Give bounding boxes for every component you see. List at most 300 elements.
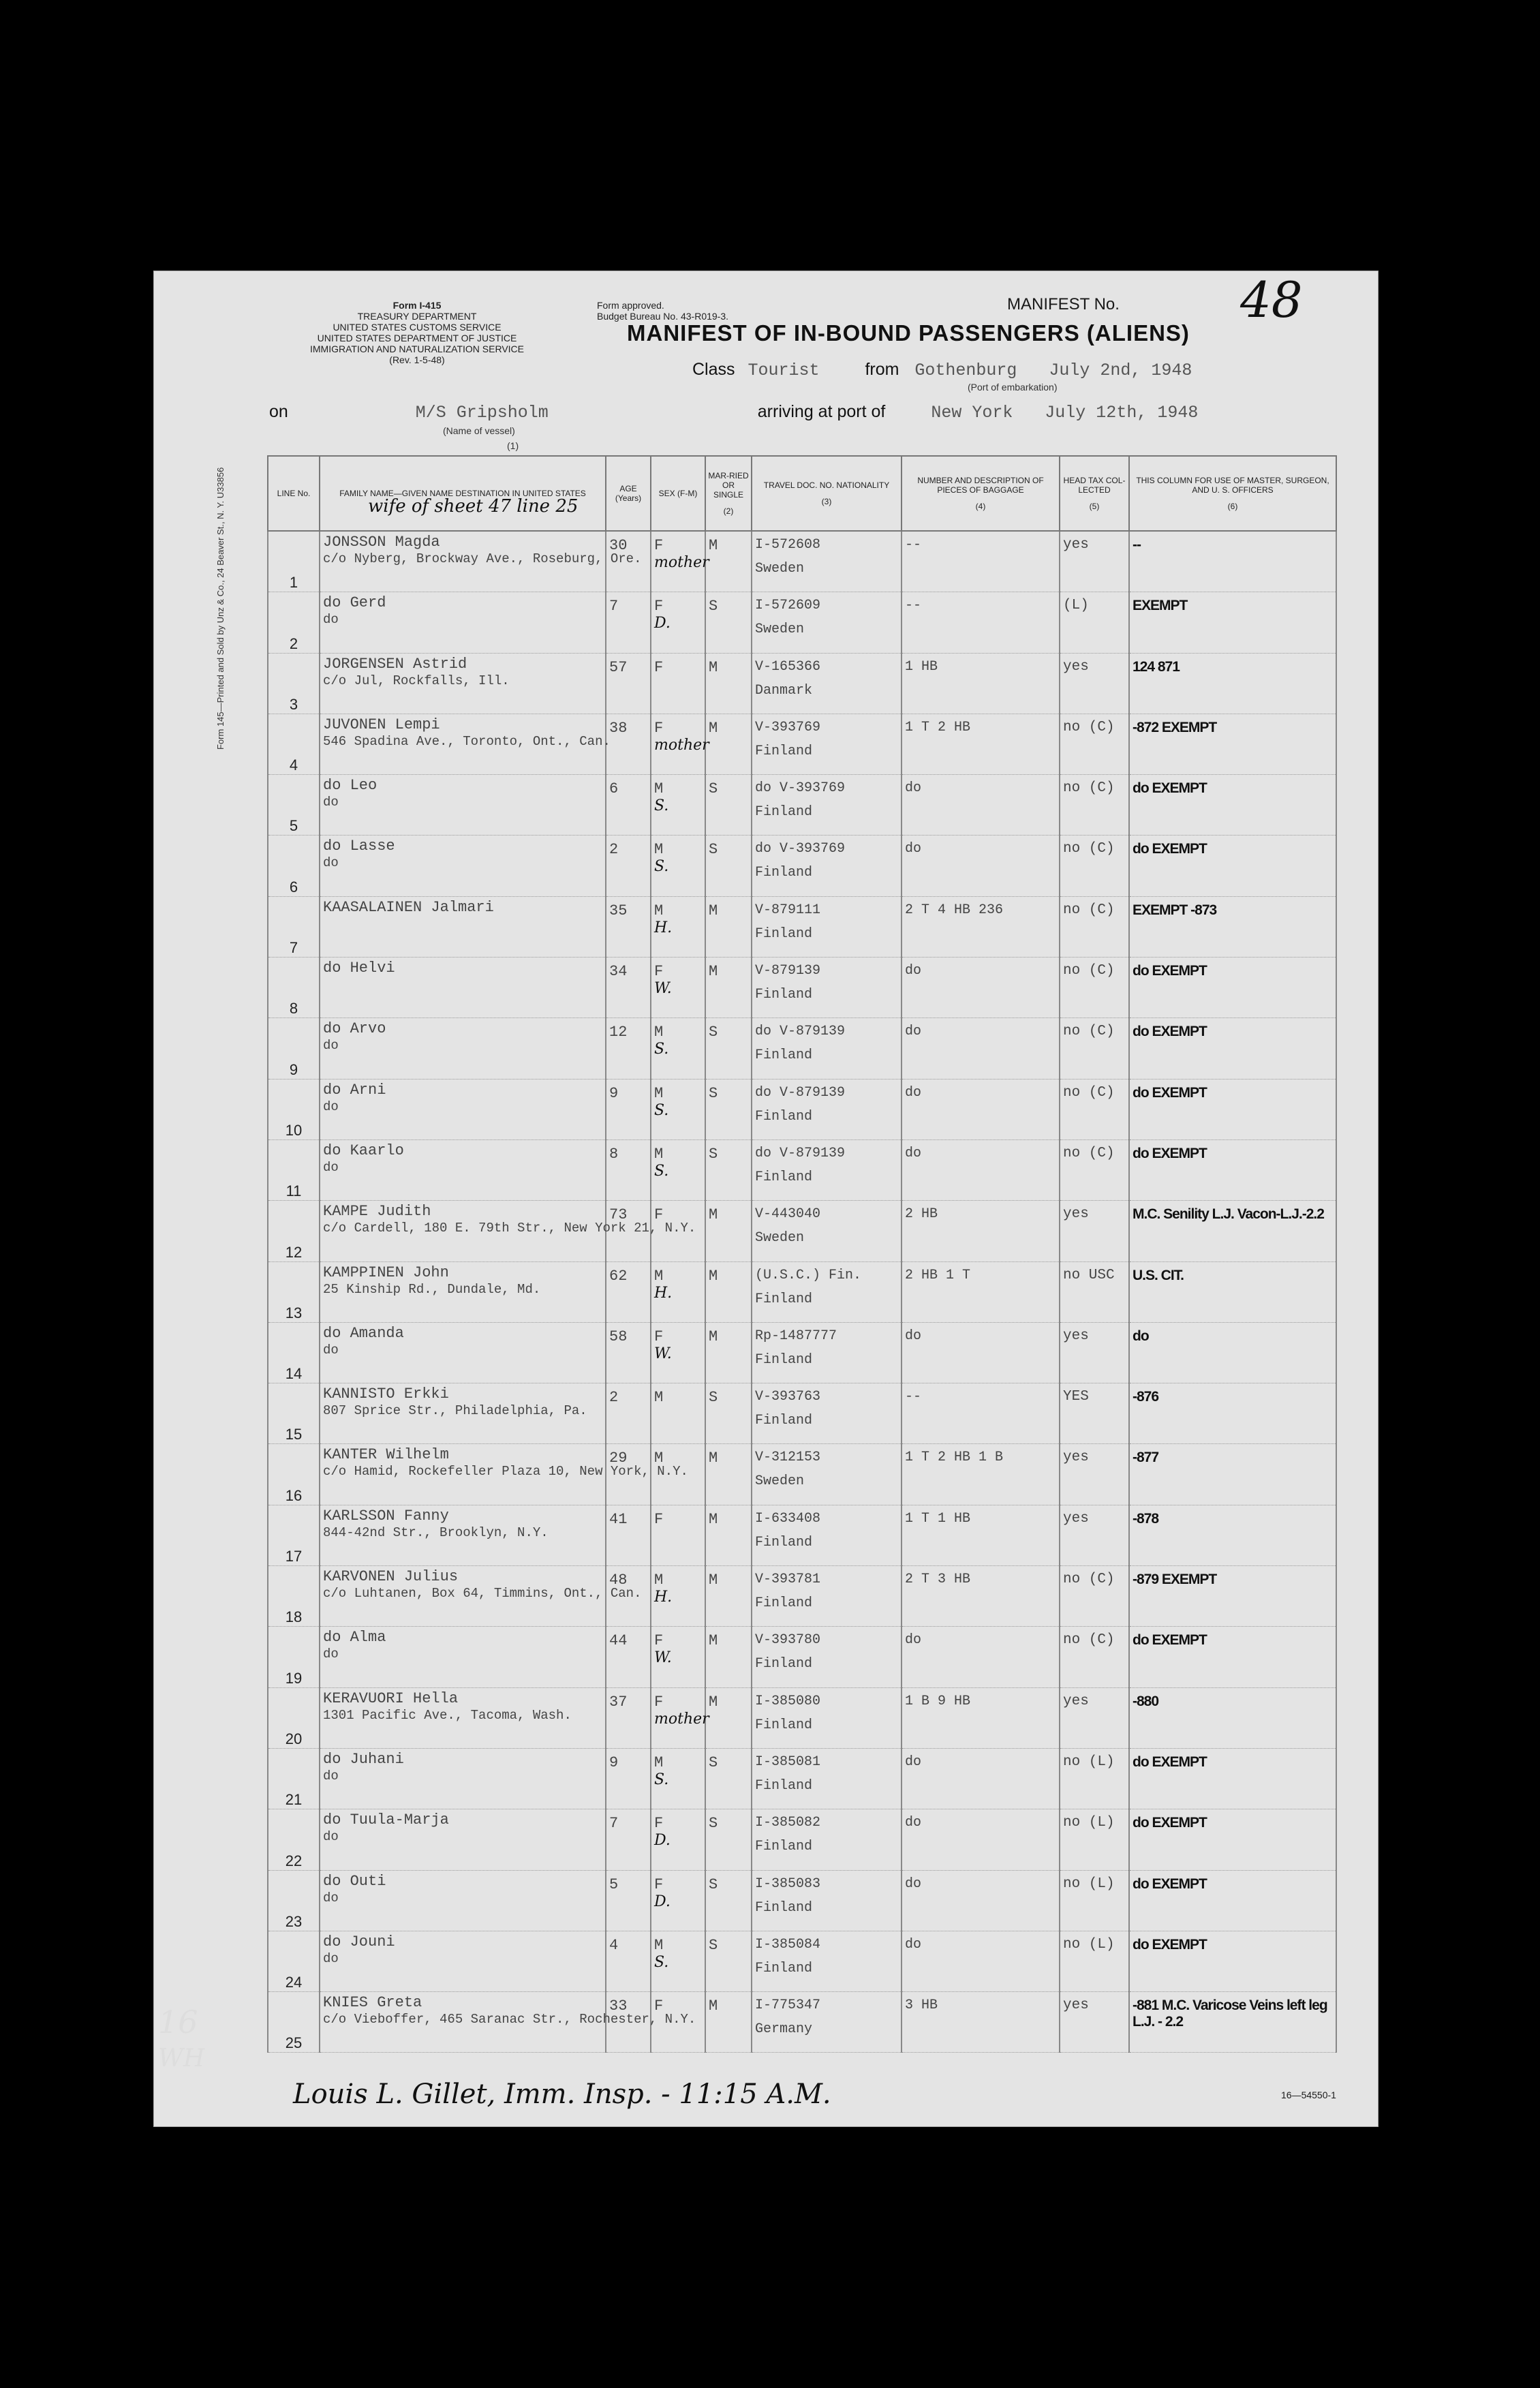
margin-note: WH (158, 2045, 205, 2072)
line-number: 2 (268, 592, 320, 653)
nationality: Finland (755, 1717, 813, 1733)
marital-cell: S (705, 775, 752, 836)
officers-cell: do EXEMPT (1129, 1748, 1336, 1809)
officers-cell: do EXEMPT (1129, 1627, 1336, 1687)
head-tax-cell: no (L) (1060, 1809, 1129, 1870)
col-officers: THIS COLUMN FOR USE OF MASTER, SURGEON, AND U. S. OFFICERS (6) (1129, 456, 1336, 531)
form-code: 16—54550-1 (1281, 2090, 1336, 2100)
marital-cell: S (705, 1931, 752, 1991)
sex-cell: M (651, 1444, 705, 1505)
head-tax-cell: yes (1060, 1992, 1129, 2053)
line-number: 17 (268, 1505, 320, 1565)
age-cell: 58 (606, 1322, 651, 1383)
table-row (268, 653, 1336, 714)
name-cell (320, 1870, 606, 1931)
baggage-cell: 1 HB (902, 653, 1060, 714)
passenger-table (267, 455, 1337, 2053)
name-cell (320, 714, 611, 774)
sex-cell: M H. (651, 896, 705, 957)
sex-cell: F (651, 1505, 705, 1565)
travel-doc-cell: V-879111 Finland (752, 896, 902, 957)
printer-imprint: Form 145—Printed and Sold by Unz & Co., 24 Beaver St., N. Y. U33856 (215, 467, 226, 750)
marital-cell: M (705, 1322, 752, 1383)
sex-cell: M S. (651, 775, 705, 836)
relationship: W. (654, 1649, 672, 1667)
sex-cell: M S. (651, 836, 705, 896)
age-cell: 7 (606, 592, 651, 653)
manifest-number-label: MANIFEST No. (1007, 295, 1120, 313)
travel-doc-cell: V-393780 Finland (752, 1627, 902, 1687)
marital-cell: M (705, 1201, 752, 1261)
baggage-cell: do (902, 775, 1060, 836)
age-cell: 48 (606, 1566, 651, 1627)
nationality: Sweden (755, 622, 805, 638)
sex-cell: F D. (651, 592, 705, 653)
relationship: mother (654, 554, 709, 571)
relationship: S. (654, 1771, 669, 1788)
vessel-caption: (Name of vessel) (443, 425, 515, 436)
age-cell: 37 (606, 1687, 651, 1748)
passenger-name: do Gerd (323, 594, 386, 612)
sex-cell: M S. (651, 1018, 705, 1079)
sex-cell: F (651, 1201, 705, 1261)
table-row (268, 836, 1336, 896)
destination: c/o Cardell, 180 E. 79th Str., New York 21, N.Y. (323, 1221, 696, 1236)
nationality: Finland (755, 1839, 813, 1855)
marital-cell: S (705, 1748, 752, 1809)
line-number: 3 (268, 653, 320, 714)
head-tax-cell: no (C) (1060, 1566, 1129, 1627)
officers-cell: do EXEMPT (1129, 1931, 1336, 1991)
head-tax-cell: yes (1060, 1201, 1129, 1261)
officers-cell: do EXEMPT (1129, 1018, 1336, 1079)
table-row (268, 775, 1336, 836)
name-cell (320, 1687, 606, 1748)
sex-cell: M S. (651, 1079, 705, 1139)
table-row (268, 1870, 1336, 1931)
relationship: W. (654, 1345, 672, 1362)
passenger-name: JORGENSEN Astrid (323, 655, 467, 673)
nationality: Finland (755, 1960, 813, 1976)
officers-cell: do EXEMPT (1129, 836, 1336, 896)
baggage-cell: do (902, 1931, 1060, 1991)
officers-cell: EXEMPT -873 (1129, 896, 1336, 957)
destination: do (323, 612, 339, 628)
marital-cell: S (705, 1139, 752, 1200)
relationship: S. (654, 797, 669, 815)
baggage-cell: do (902, 1322, 1060, 1383)
nationality: Finland (755, 1351, 813, 1368)
travel-doc-cell: V-165366 Danmark (752, 653, 902, 714)
head-tax-cell: yes (1060, 1322, 1129, 1383)
baggage-cell: -- (902, 531, 1060, 592)
marital-cell: S (705, 836, 752, 896)
nationality: Finland (755, 1656, 813, 1672)
sex-cell: M (651, 1383, 705, 1444)
travel-doc-cell: I-385081 Finland (752, 1748, 902, 1809)
name-cell (320, 1139, 606, 1200)
officers-cell: do EXEMPT (1129, 775, 1336, 836)
travel-doc-cell: Rp-1487777 Finland (752, 1322, 902, 1383)
head-tax-cell: no (C) (1060, 896, 1129, 957)
baggage-cell: 1 T 2 HB 1 B (902, 1444, 1060, 1505)
marital-cell: M (705, 1627, 752, 1687)
table-row (268, 1809, 1336, 1870)
sex-cell: F W. (651, 958, 705, 1018)
sex-cell: F (651, 1992, 705, 2053)
head-tax-cell: no (C) (1060, 1139, 1129, 1200)
head-tax-cell: yes (1060, 653, 1129, 714)
head-tax-cell: no (C) (1060, 1627, 1129, 1687)
age-cell: 44 (606, 1627, 651, 1687)
nationality: Sweden (755, 1473, 805, 1490)
sex-cell: F (651, 653, 705, 714)
name-cell (320, 896, 606, 957)
nationality: Finland (755, 743, 813, 759)
destination: c/o Vieboffer, 465 Saranac Str., Rochester, N.Y. (323, 2012, 696, 2027)
name-cell (320, 1931, 606, 1991)
travel-doc-cell: I-633408 Finland (752, 1505, 902, 1565)
passenger-name: KAMPPINEN John (323, 1264, 449, 1281)
baggage-cell: do (902, 1079, 1060, 1139)
table-row (268, 1079, 1336, 1139)
officers-cell: -878 (1129, 1505, 1336, 1565)
col-age: AGE (Years) (606, 456, 651, 531)
passenger-name: KANNISTO Erkki (323, 1386, 449, 1403)
relationship: H. (654, 919, 673, 936)
passenger-name: do Jouni (323, 1933, 395, 1950)
table-row (268, 1201, 1336, 1261)
travel-doc-cell: V-393769 Finland (752, 714, 902, 774)
passenger-name: do Alma (323, 1629, 386, 1647)
table-row (268, 1627, 1336, 1687)
name-cell (320, 1079, 606, 1139)
table-row (268, 1992, 1336, 2053)
form-header-left: Form I-415 TREASURY DEPARTMENT UNITED STATES CUSTOMS SERVICE UNITED STATES DEPARTMENT OF JUSTICE IMMIGRATION AND NATURALIZATION SERVICE (Rev. 1-5-48) (310, 300, 524, 365)
sex-cell: M H. (651, 1261, 705, 1322)
marital-cell: M (705, 531, 752, 592)
name-cell (320, 1505, 606, 1565)
line-number: 14 (268, 1322, 320, 1383)
line-number: 9 (268, 1018, 320, 1079)
name-cell (320, 1748, 606, 1809)
destination: 807 Sprice Str., Philadelphia, Pa. (323, 1403, 587, 1419)
col-head-tax: HEAD TAX COL-LECTED (5) (1060, 456, 1129, 531)
passenger-name: do Tuula-Marja (323, 1811, 449, 1829)
destination: do (323, 1038, 339, 1054)
destination: 844-42nd Str., Brooklyn, N.Y. (323, 1525, 549, 1540)
marital-cell: M (705, 1992, 752, 2053)
marital-cell: M (705, 1687, 752, 1748)
line-number: 8 (268, 958, 320, 1018)
baggage-cell: do (902, 836, 1060, 896)
marital-cell: S (705, 1018, 752, 1079)
destination: do (323, 1099, 339, 1114)
table-header (268, 456, 1336, 531)
name-cell (320, 836, 606, 896)
officers-cell: do EXEMPT (1129, 1079, 1336, 1139)
line-number: 10 (268, 1079, 320, 1139)
name-cell (320, 653, 606, 714)
relationship: S. (654, 1953, 669, 1971)
marital-cell: M (705, 896, 752, 957)
travel-doc-cell: do V-393769 Finland (752, 836, 902, 896)
nationality: Finland (755, 925, 813, 942)
travel-doc-cell: I-385082 Finland (752, 1809, 902, 1870)
head-tax-cell: no (L) (1060, 1748, 1129, 1809)
col-travel-doc: TRAVEL DOC. NO. NATIONALITY (3) (752, 456, 902, 531)
age-cell: 5 (606, 1870, 651, 1931)
nationality: Finland (755, 987, 813, 1003)
travel-doc-cell: V-393781 Finland (752, 1566, 902, 1627)
passenger-name: do Juhani (323, 1750, 404, 1768)
relationship: H. (654, 1589, 673, 1606)
marital-cell: M (705, 958, 752, 1018)
sex-cell: F D. (651, 1809, 705, 1870)
table-row (268, 531, 1336, 592)
nationality: Sweden (755, 1230, 805, 1246)
port-embark-caption: (Port of embarkation) (968, 382, 1058, 393)
head-tax-cell: no (L) (1060, 1870, 1129, 1931)
head-tax-cell: no (C) (1060, 714, 1129, 774)
marital-cell: M (705, 653, 752, 714)
nationality: Finland (755, 1291, 813, 1307)
col-baggage: NUMBER AND DESCRIPTION OF PIECES OF BAGGAGE (4) (902, 456, 1060, 531)
travel-doc-cell: I-385084 Finland (752, 1931, 902, 1991)
age-cell: 9 (606, 1748, 651, 1809)
travel-doc-cell: V-393763 Finland (752, 1383, 902, 1444)
line-number: 1 (268, 531, 320, 592)
class-line: Class Tourist from Gothenburg July 2nd, 1948 (692, 360, 1192, 380)
travel-doc-cell: do V-879139 Finland (752, 1139, 902, 1200)
name-cell (320, 1383, 606, 1444)
passenger-name: do Arvo (323, 1020, 386, 1038)
nationality: Finland (755, 1899, 813, 1916)
head-tax-cell: no (C) (1060, 836, 1129, 896)
table-row (268, 1139, 1336, 1200)
page-title: MANIFEST OF IN-BOUND PASSENGERS (ALIENS) (627, 320, 1190, 346)
table-row (268, 714, 1336, 774)
sex-cell: F W. (651, 1627, 705, 1687)
name-cell (320, 1809, 606, 1870)
head-tax-cell: no (C) (1060, 1079, 1129, 1139)
travel-doc-cell: V-443040 Sweden (752, 1201, 902, 1261)
table-row (268, 1687, 1336, 1748)
age-cell: 6 (606, 775, 651, 836)
relationship: mother (654, 1710, 709, 1728)
passenger-name: KAMPE Judith (323, 1203, 431, 1221)
destination: c/o Luhtanen, Box 64, Timmins, Ont., Can. (323, 1586, 642, 1602)
nationality: Finland (755, 865, 813, 881)
passenger-name: KAASALAINEN Jalmari (323, 898, 494, 916)
table-row (268, 1322, 1336, 1383)
sex-cell: F D. (651, 1870, 705, 1931)
destination: do (323, 1768, 339, 1784)
line-number: 7 (268, 896, 320, 957)
line-number: 21 (268, 1748, 320, 1809)
officers-cell: do EXEMPT (1129, 1870, 1336, 1931)
relationship: S. (654, 1162, 669, 1180)
line-number: 22 (268, 1809, 320, 1870)
destination: do (323, 1159, 339, 1175)
line-number: 25 (268, 1992, 320, 2053)
destination: do (323, 1890, 339, 1905)
age-cell: 57 (606, 653, 651, 714)
sex-cell: M S. (651, 1139, 705, 1200)
table-row (268, 958, 1336, 1018)
passenger-name: KNIES Greta (323, 1994, 422, 2012)
table-row (268, 1931, 1336, 1991)
officers-cell: -- (1129, 531, 1336, 592)
officers-cell: -881 M.C. Varicose Veins left leg L.J. - 2.2 (1129, 1992, 1336, 2053)
age-cell: 38 (606, 714, 651, 774)
marital-cell: S (705, 1383, 752, 1444)
head-tax-cell: yes (1060, 531, 1129, 592)
passenger-name: do Lasse (323, 838, 395, 855)
age-cell: 62 (606, 1261, 651, 1322)
line-number: 11 (268, 1139, 320, 1200)
passenger-name: do Arni (323, 1081, 386, 1099)
travel-doc-cell: (U.S.C.) Fin. Finland (752, 1261, 902, 1322)
travel-doc-cell: do V-879139 Finland (752, 1018, 902, 1079)
marital-cell: M (705, 714, 752, 774)
relationship: D. (654, 615, 671, 632)
destination: 25 Kinship Rd., Dundale, Md. (323, 1281, 541, 1297)
relationship: D. (654, 1893, 671, 1910)
passenger-name: do Outi (323, 1872, 386, 1890)
head-tax-cell: no USC (1060, 1261, 1129, 1322)
line-number: 24 (268, 1931, 320, 1991)
nationality: Danmark (755, 682, 813, 699)
nationality: Finland (755, 1047, 813, 1064)
vessel-line: on M/S Gripsholm arriving at port of New York July 12th, 1948 (269, 402, 1199, 423)
passenger-name: do Amanda (323, 1324, 404, 1342)
col-married: MAR-RIED OR SINGLE (2) (705, 456, 752, 531)
head-tax-cell: yes (1060, 1505, 1129, 1565)
table-row (268, 1566, 1336, 1627)
baggage-cell: do (902, 1018, 1060, 1079)
nationality: Sweden (755, 561, 805, 577)
table-row (268, 1748, 1336, 1809)
officers-cell: M.C. Senility L.J. Vacon-L.J.-2.2 (1129, 1201, 1336, 1261)
wife-annotation: wife of sheet 47 line 25 (368, 496, 579, 517)
passenger-name: KARVONEN Julius (323, 1568, 459, 1586)
destination: do (323, 1829, 339, 1845)
marital-cell: S (705, 1809, 752, 1870)
age-cell: 8 (606, 1139, 651, 1200)
age-cell: 2 (606, 1383, 651, 1444)
officers-cell: 124 871 (1129, 653, 1336, 714)
relationship: W. (654, 980, 672, 998)
head-tax-cell: (L) (1060, 592, 1129, 653)
relationship: mother (654, 736, 709, 754)
table-row (268, 1383, 1336, 1444)
passenger-name: JONSSON Magda (323, 534, 440, 551)
head-tax-cell: yes (1060, 1687, 1129, 1748)
line-number: 13 (268, 1261, 320, 1322)
age-cell: 4 (606, 1931, 651, 1991)
officers-cell: -880 (1129, 1687, 1336, 1748)
col-sex: SEX (F-M) (651, 456, 705, 531)
relationship: D. (654, 1832, 671, 1850)
travel-doc-cell: V-879139 Finland (752, 958, 902, 1018)
margin-note: 16 (158, 2004, 198, 2040)
inspector-signature: Louis L. Gillet, Imm. Insp. - 11:15 A.M. (293, 2079, 831, 2110)
marital-cell: M (705, 1444, 752, 1505)
baggage-cell: -- (902, 1383, 1060, 1444)
sex-cell: F mother (651, 531, 705, 592)
baggage-cell: 2 T 4 HB 236 (902, 896, 1060, 957)
head-tax-cell: no (L) (1060, 1931, 1129, 1991)
age-cell: 30 (606, 531, 651, 592)
destination: c/o Hamid, Rockefeller Plaza 10, New York, N.Y. (323, 1464, 688, 1480)
age-cell: 41 (606, 1505, 651, 1565)
marital-cell: M (705, 1261, 752, 1322)
officers-cell: do EXEMPT (1129, 958, 1336, 1018)
age-cell: 2 (606, 836, 651, 896)
line-number: 6 (268, 836, 320, 896)
destination: do (323, 1647, 339, 1662)
destination: c/o Jul, Rockfalls, Ill. (323, 673, 510, 688)
col1-number: (1) (507, 440, 519, 451)
baggage-cell: 3 HB (902, 1992, 1060, 2053)
baggage-cell: -- (902, 592, 1060, 653)
name-cell (320, 1322, 606, 1383)
travel-doc-cell: V-312153 Sweden (752, 1444, 902, 1505)
marital-cell: S (705, 1079, 752, 1139)
nationality: Finland (755, 1777, 813, 1794)
travel-doc-cell: I-385080 Finland (752, 1687, 902, 1748)
baggage-cell: 1 B 9 HB (902, 1687, 1060, 1748)
table-row (268, 1505, 1336, 1565)
manifest-number: 48 (1240, 271, 1303, 328)
head-tax-cell: yes (1060, 1444, 1129, 1505)
age-cell: 9 (606, 1079, 651, 1139)
marital-cell: S (705, 592, 752, 653)
age-cell: 33 (606, 1992, 651, 2053)
relationship: S. (654, 858, 669, 876)
line-number: 16 (268, 1444, 320, 1505)
name-cell (320, 1627, 606, 1687)
line-number: 18 (268, 1566, 320, 1627)
line-number: 15 (268, 1383, 320, 1444)
passenger-name: do Kaarlo (323, 1142, 404, 1159)
baggage-cell: 2 T 3 HB (902, 1566, 1060, 1627)
table-row (268, 1444, 1336, 1505)
relationship: H. (654, 1284, 673, 1302)
head-tax-cell: YES (1060, 1383, 1129, 1444)
nationality: Finland (755, 1413, 813, 1429)
travel-doc-cell: I-572609 Sweden (752, 592, 902, 653)
baggage-cell: do (902, 1139, 1060, 1200)
baggage-cell: 2 HB 1 T (902, 1261, 1060, 1322)
travel-doc-cell: I-775347 Germany (752, 1992, 902, 2053)
form-approval: Form approved. Budget Bureau No. 43-R019-3. (597, 300, 729, 322)
line-number: 19 (268, 1627, 320, 1687)
table-row (268, 896, 1336, 957)
passenger-name: KARLSSON Fanny (323, 1507, 449, 1525)
sex-cell: F W. (651, 1322, 705, 1383)
baggage-cell: do (902, 1627, 1060, 1687)
nationality: Germany (755, 2021, 813, 2038)
officers-cell: -879 EXEMPT (1129, 1566, 1336, 1627)
passenger-name: do Helvi (323, 960, 395, 977)
travel-doc-cell: I-572608 Sweden (752, 531, 902, 592)
baggage-cell: 1 T 1 HB (902, 1505, 1060, 1565)
passenger-name: KERAVUORI Hella (323, 1689, 459, 1707)
relationship: S. (654, 1041, 669, 1058)
baggage-cell: do (902, 958, 1060, 1018)
